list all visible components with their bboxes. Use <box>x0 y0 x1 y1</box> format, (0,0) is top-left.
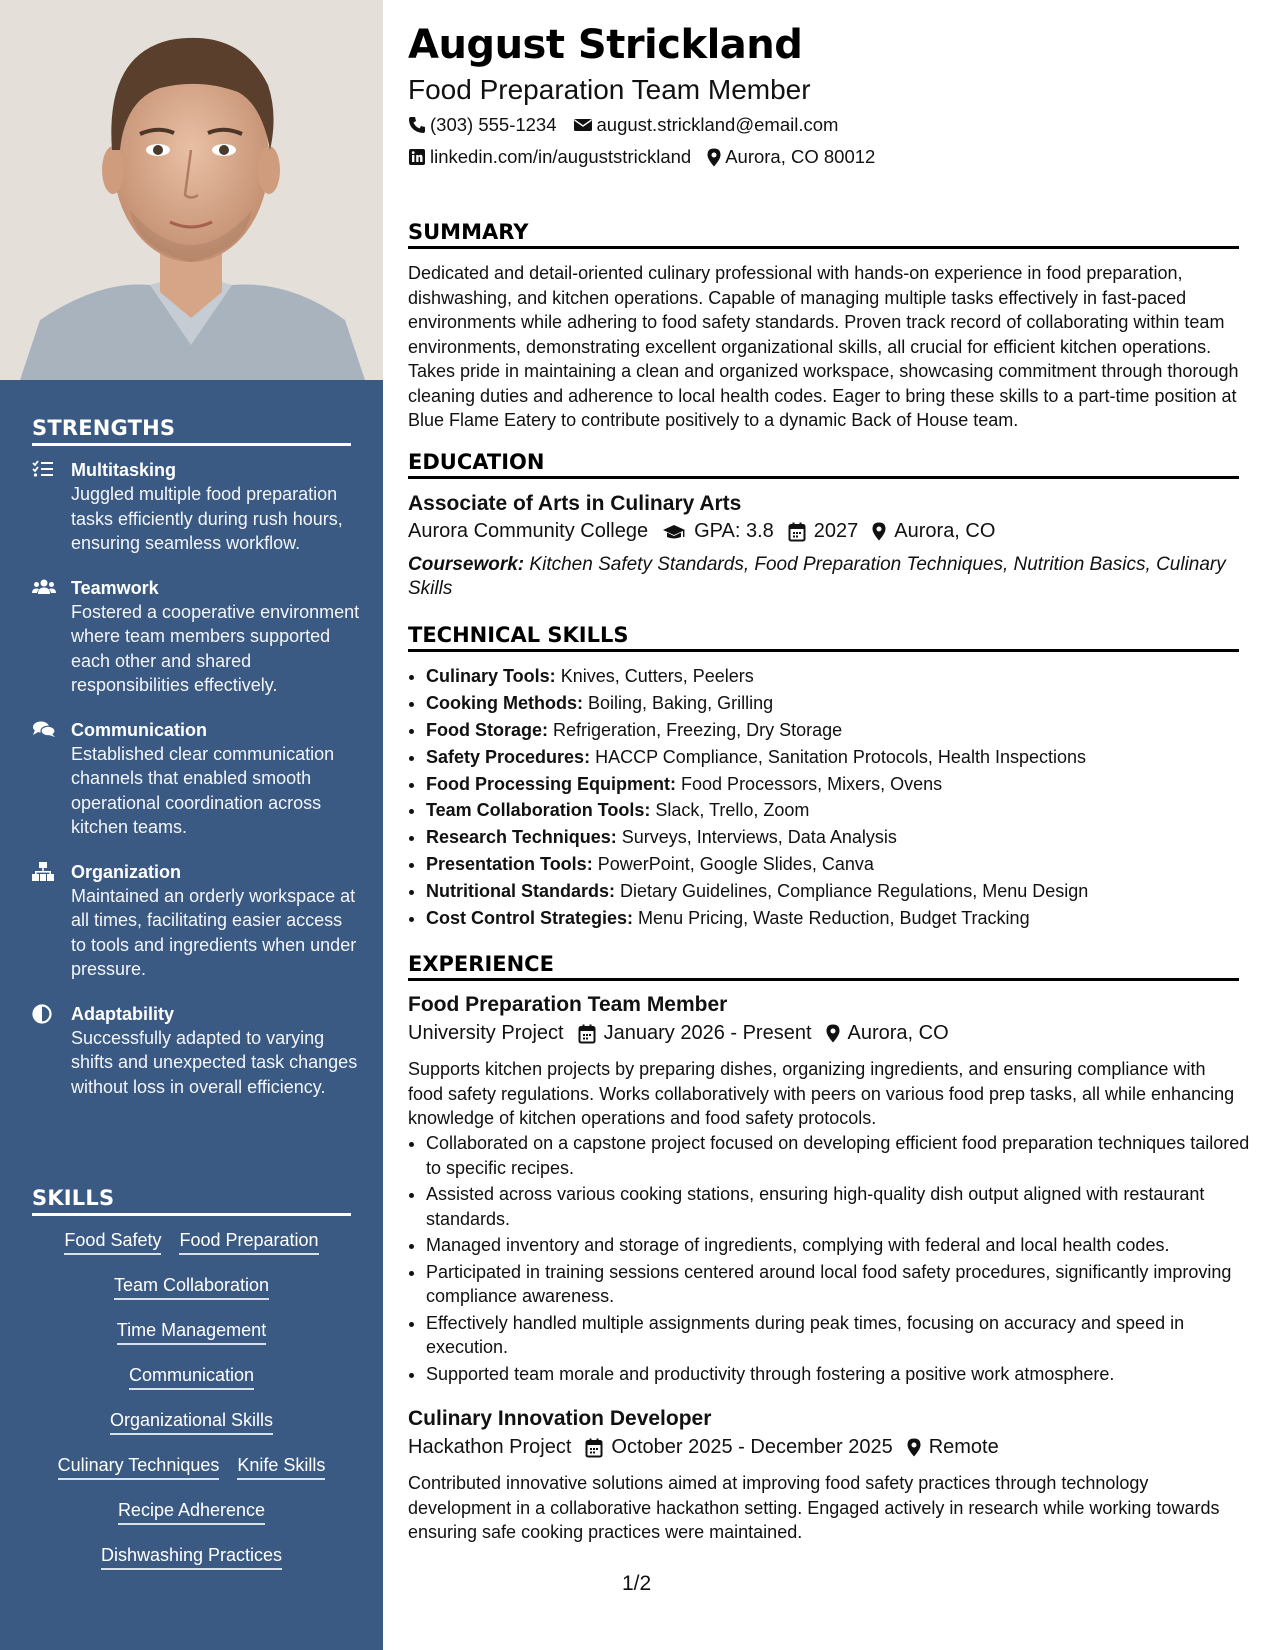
skill-tag: Communication <box>129 1363 254 1390</box>
skill-row <box>32 1318 351 1363</box>
org-name: Hackathon Project <box>408 1436 572 1458</box>
strength-item <box>32 576 362 698</box>
strength-item <box>32 860 362 982</box>
list-item: • Collaborated on a capstone project focused on developing efficient food preparation techniques tailored to specific recipes. <box>426 1131 1258 1180</box>
skill-category: Research Techniques: <box>426 827 617 848</box>
skill-category: Food Storage: <box>426 719 548 740</box>
school-name: Aurora Community College <box>408 520 649 542</box>
skill-values: Dietary Guidelines, Compliance Regulations, Menu Design <box>620 881 1089 902</box>
job-bullets <box>408 1131 1258 1388</box>
users-icon <box>32 578 56 598</box>
skill-category: Presentation Tools: <box>426 854 593 875</box>
strength-description: Established clear communication channels that enabled smooth operational coordination across kitchen teams. <box>71 743 335 837</box>
education-heading: EDUCATION <box>408 450 1239 479</box>
job-title: Food Preparation Team Member <box>408 993 728 1016</box>
list-item: • Effectively handled multiple assignments during peak times, focusing on accuracy and speed in execution. <box>426 1311 1258 1360</box>
skill-category: Cost Control Strategies: <box>426 908 634 929</box>
skill-values: HACCP Compliance, Sanitation Protocols, Health Inspections <box>595 746 1087 767</box>
skill-values: PowerPoint, Google Slides, Canva <box>597 854 874 875</box>
strength-description: Maintained an orderly workspace at all times, facilitating easier access to tools and ingredients when under pressure. <box>71 885 357 979</box>
job-dates <box>585 1436 892 1459</box>
map-pin-icon <box>707 148 721 167</box>
experience-heading: EXPERIENCE <box>408 952 1239 981</box>
summary-text: Dedicated and detail-oriented culinary professional with hands-on experience in food preparation, dishwashing, and kitchen operations. Capable of managing multiple tasks effectively in fast-paced environments while adhering to food safety standards. Proven track record of collaborating within team environments, demonstrating excellent organizational skills, all crucial for efficient kitchen operations. Takes pride in maintaining a clean and organized workspace, showcasing commitment through thorough cleaning duties and adherence to local health codes. Eager to bring these skills to a part-time position at Blue Flame Eatery to contribute positively to a dynamic Back of House team. <box>408 263 1239 430</box>
skill-row <box>32 1498 351 1543</box>
linkedin-icon <box>408 148 426 166</box>
skills-list <box>32 1228 351 1588</box>
chat-bubbles-icon <box>32 720 56 740</box>
strength-title: Communication <box>71 719 208 740</box>
location-text: Aurora, CO 80012 <box>725 146 876 167</box>
skill-values: Food Processors, Mixers, Ovens <box>681 773 943 794</box>
list-item <box>426 852 1258 877</box>
skill-row <box>32 1363 351 1408</box>
list-item <box>426 798 1258 823</box>
org-name: University Project <box>408 1022 564 1044</box>
coursework-list: Kitchen Safety Standards, Food Preparation Techniques, Nutrition Basics, Culinary Skills <box>408 554 1226 599</box>
skills-heading: SKILLS <box>32 1186 351 1216</box>
skill-tag: Recipe Adherence <box>118 1498 265 1525</box>
gpa <box>662 520 774 543</box>
skill-tag: Organizational Skills <box>110 1408 273 1435</box>
skill-row <box>32 1543 351 1588</box>
strengths-heading: STRENGTHS <box>32 416 351 446</box>
skill-values: Slack, Trello, Zoom <box>655 800 810 821</box>
list-item: • Managed inventory and storage of ingredients, complying with federal and local health codes. <box>426 1233 1258 1258</box>
strength-description: Juggled multiple food preparation tasks efficiently during rush hours, ensuring seamless workflow. <box>71 484 343 553</box>
location-text: Remote <box>928 1436 999 1458</box>
skill-category: Culinary Tools: <box>426 666 556 686</box>
candidate-title: Food Preparation Team Member <box>408 74 811 105</box>
linkedin-url[interactable]: linkedin.com/in/auguststrickland <box>430 146 692 167</box>
phone-icon <box>408 116 426 134</box>
coursework <box>408 553 1240 601</box>
job-title: Culinary Innovation Developer <box>408 1407 712 1430</box>
list-item <box>426 745 1258 770</box>
skill-tag: Dishwashing Practices <box>101 1543 282 1570</box>
skill-category: Food Processing Equipment: <box>426 773 677 794</box>
linkedin-contact[interactable] <box>408 146 691 168</box>
skill-tag: Team Collaboration <box>114 1273 269 1300</box>
job-meta <box>408 1022 963 1045</box>
sidebar <box>0 0 383 1650</box>
technical-skills-list <box>408 664 1258 933</box>
map-pin-icon <box>826 1024 840 1043</box>
summary-heading: SUMMARY <box>408 220 1239 249</box>
list-item <box>426 906 1258 931</box>
calendar-icon <box>578 1024 596 1044</box>
map-pin-icon <box>872 522 886 541</box>
school <box>408 520 648 543</box>
contact-row <box>408 146 891 168</box>
job-meta <box>408 1436 1013 1459</box>
profile-photo <box>0 0 383 380</box>
list-item <box>426 718 1258 743</box>
list-item <box>426 664 1258 689</box>
list-item: • Assisted across various cooking stations, ensuring high-quality dish output aligned with restaurant standards. <box>426 1182 1258 1231</box>
education-meta <box>408 520 1009 543</box>
skill-values: Refrigeration, Freezing, Dry Storage <box>553 719 843 740</box>
candidate-name: August Strickland <box>408 22 803 68</box>
strength-title: Teamwork <box>71 577 159 598</box>
strength-item <box>32 458 362 556</box>
strength-item <box>32 1002 362 1100</box>
job-dates <box>578 1022 812 1045</box>
job-location <box>826 1022 949 1045</box>
list-item <box>426 691 1258 716</box>
skill-tag: Food Preparation <box>179 1228 318 1255</box>
job-org <box>408 1436 571 1459</box>
contact-row <box>408 114 854 136</box>
year-value: 2027 <box>813 520 859 542</box>
phone-number: (303) 555-1234 <box>430 114 557 135</box>
skill-category: Cooking Methods: <box>426 692 583 713</box>
skill-category: Team Collaboration Tools: <box>426 800 651 821</box>
skill-tag: Knife Skills <box>237 1453 325 1480</box>
skill-tag: Time Management <box>117 1318 266 1345</box>
list-item <box>426 825 1258 850</box>
degree-title: Associate of Arts in Culinary Arts <box>408 492 742 515</box>
map-pin-icon <box>907 1438 921 1457</box>
skill-row <box>32 1273 351 1318</box>
location-contact <box>707 146 875 168</box>
list-item: • Participated in training sessions centered around local food safety procedures, significantly improving compliance awareness. <box>426 1260 1258 1309</box>
gpa-value: GPA: 3.8 <box>694 520 774 542</box>
strength-title: Organization <box>71 861 182 882</box>
skill-row <box>32 1228 351 1273</box>
graduation-year <box>788 520 859 543</box>
job-summary: Contributed innovative solutions aimed at improving food safety practices through technology development in a collaborative hackathon setting. Engaged actively in research while working towards ensuring safe cooking practices were maintained. <box>408 1473 1220 1542</box>
email-contact[interactable] <box>573 114 839 136</box>
technical-skills-heading: TECHNICAL SKILLS <box>408 623 1239 652</box>
coursework-label: Coursework: <box>408 554 525 575</box>
page-number: 1/2 <box>622 1572 652 1595</box>
location-text: Aurora, CO <box>847 1022 949 1044</box>
sitemap-icon <box>32 862 56 882</box>
skill-values: Menu Pricing, Waste Reduction, Budget Tracking <box>638 908 1030 929</box>
education-location <box>872 520 995 543</box>
skill-row <box>32 1408 351 1453</box>
strength-description: Successfully adapted to varying shifts and unexpected task changes without loss in overall efficiency. <box>71 1027 358 1097</box>
job-location <box>907 1436 999 1459</box>
strength-item <box>32 718 362 840</box>
checklist-icon <box>32 460 56 480</box>
email-address[interactable]: august.strickland@email.com <box>596 114 839 135</box>
skill-values: Surveys, Interviews, Data Analysis <box>621 827 897 848</box>
job-org <box>408 1022 564 1045</box>
envelope-icon <box>573 117 593 133</box>
skill-category: Safety Procedures: <box>426 746 591 767</box>
dates-value: October 2025 - December 2025 <box>611 1436 893 1458</box>
skill-tag: Culinary Techniques <box>58 1453 220 1480</box>
list-item <box>426 879 1258 904</box>
skill-tag: Food Safety <box>64 1228 161 1255</box>
location-text: Aurora, CO <box>894 520 996 542</box>
calendar-icon <box>788 522 806 542</box>
skill-values: Knives, Cutters, Peelers <box>560 666 754 686</box>
phone-contact <box>408 114 557 136</box>
job-summary: Supports kitchen projects by preparing dishes, organizing ingredients, and ensuring compliance with food safety regulations. Works collaboratively with peers on various food prep tasks, all while enhancing knowledge of kitchen operations and food safety protocols. <box>408 1059 1235 1128</box>
strength-description: Fostered a cooperative environment where team members supported each other and shared responsibilities effectively. <box>71 601 360 695</box>
skill-category: Nutritional Standards: <box>426 881 616 902</box>
skill-values: Boiling, Baking, Grilling <box>588 692 774 713</box>
dates-value: January 2026 - Present <box>603 1022 812 1044</box>
strength-title: Adaptability <box>71 1003 175 1024</box>
strength-title: Multitasking <box>71 460 177 480</box>
skill-row <box>32 1453 351 1498</box>
contrast-icon <box>32 1004 56 1024</box>
list-item: • Supported team morale and productivity through fostering a positive work atmosphere. <box>426 1362 1258 1387</box>
calendar-icon <box>585 1438 603 1458</box>
strengths-list <box>32 458 362 1119</box>
list-item <box>426 772 1258 797</box>
graduation-cap-icon <box>662 523 686 541</box>
